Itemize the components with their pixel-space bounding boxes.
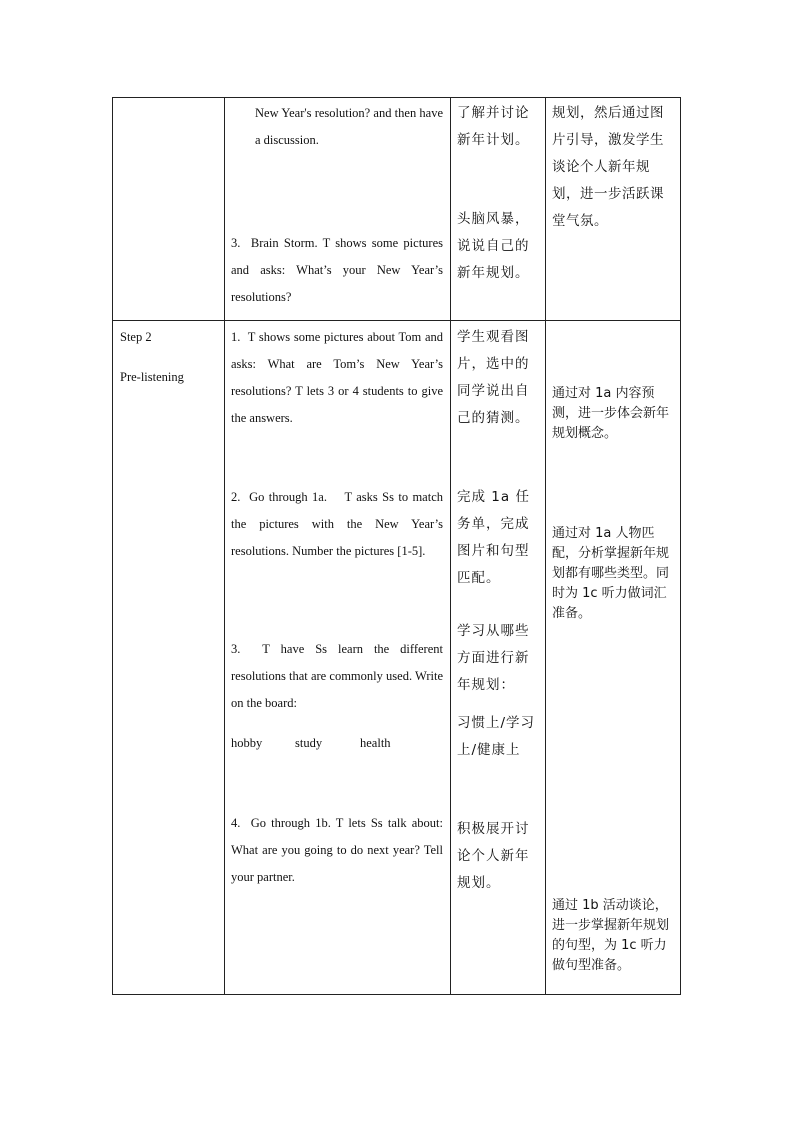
board-word: health	[360, 736, 391, 750]
table-column-divider	[450, 97, 451, 995]
student-activity-text: 头脑风暴，说说自己的新年规划。	[457, 211, 530, 281]
student-activity-text: 习惯上/学习上/健康上	[457, 715, 536, 758]
step-name: Pre-listening	[120, 370, 184, 384]
student-activity-text: 完成 1a 任务单，完成图片和句型匹配。	[457, 489, 530, 586]
table-column-divider	[224, 97, 225, 995]
activity-cell-text	[231, 230, 443, 311]
table-border-top	[112, 97, 681, 98]
step-title: Step 2	[120, 330, 152, 344]
activity-item: 2. Go through 1a. T asks Ss to match the pictures with the New Year’s resolutions. Number the pictures [1-5].	[231, 490, 443, 558]
board-word: hobby	[231, 736, 263, 750]
table-border-bottom	[112, 994, 681, 995]
design-purpose-text: 通过 1b 活动谈论，进一步掌握新年规划的句型，为 1c 听力做句型准备。	[552, 898, 670, 973]
design-purpose-text: 通过对 1a 人物匹配，分析掌握新年规划都有哪些类型。同时为 1c 听力做词汇准备。	[552, 526, 670, 621]
design-purpose-text: 通过对 1a 内容预测，进一步体会新年规划概念。	[552, 386, 670, 441]
board-word: study	[295, 736, 323, 750]
design-purpose-text: 规划，然后通过图片引导，激发学生谈论个人新年规划，进一步活跃课堂气氛。	[552, 105, 664, 229]
activity-cell-text: New Year's resolution? and then have a discussion.	[255, 106, 443, 147]
student-activity-text: 积极展开讨论个人新年规划。	[457, 821, 530, 891]
activity-item: 3. Brain Storm. T shows some pictures and asks: What’s your New Year’s resolutions?	[231, 236, 443, 304]
table-border-left	[112, 97, 113, 995]
student-activity-text: 学习从哪些方面进行新年规划：	[457, 623, 530, 693]
student-activity-text: 了解并讨论新年计划。	[457, 105, 530, 148]
student-activity-text: 学生观看图片，选中的同学说出自己的猜测。	[457, 329, 530, 426]
table-column-divider	[545, 97, 546, 995]
activity-item: 3. T have Ss learn the different resolutions that are commonly used. Write on the board:	[231, 642, 443, 710]
table-border-right	[680, 97, 681, 995]
table-row-divider	[112, 320, 681, 321]
activity-item: 1. T shows some pictures about Tom and asks: What are Tom’s New Year’s resolutions? T lets 3 or 4 students to give the answers.	[231, 330, 443, 425]
activity-item: 4. Go through 1b. T lets Ss talk about: What are you going to do next year? Tell your partner.	[231, 816, 443, 884]
